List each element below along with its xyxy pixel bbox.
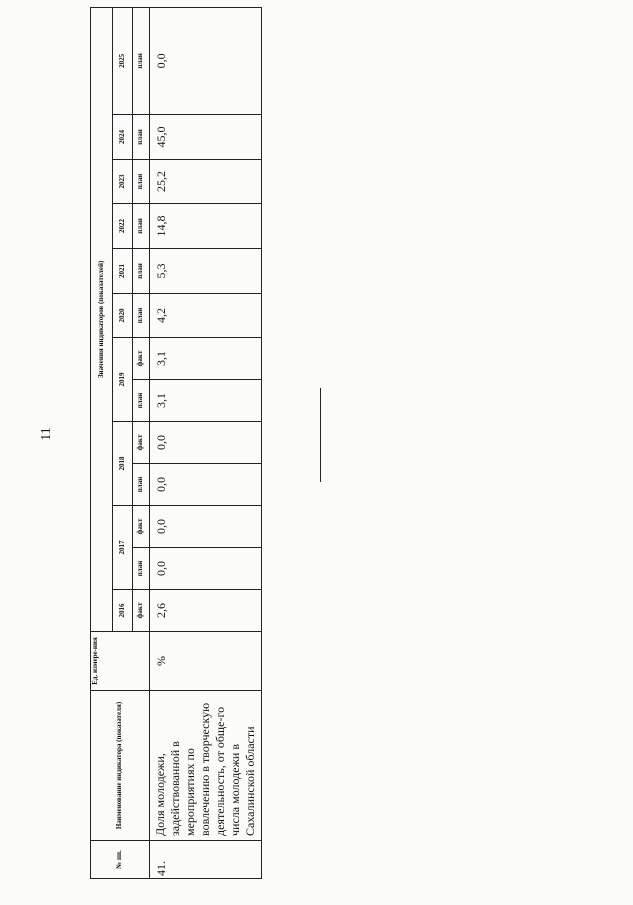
header-year-2018: 2018 xyxy=(113,422,133,506)
row-unit: % xyxy=(150,632,262,691)
rotated-table-container xyxy=(90,18,257,879)
cell-2023-plan: 25,2 xyxy=(150,160,262,204)
header-year-2024: 2024 xyxy=(113,115,133,160)
header-year-2017: 2017 xyxy=(113,506,133,590)
sub-2017-fact: факт xyxy=(133,506,150,548)
sub-2021-plan: план xyxy=(133,249,150,294)
table-inner xyxy=(90,18,257,879)
sub-2019-plan: план xyxy=(133,380,150,422)
sub-2025-plan: план xyxy=(133,7,150,114)
page-number: 11 xyxy=(39,427,54,441)
header-unit: Ед. измере-ния xyxy=(91,632,150,691)
cell-2019-plan: 3,1 xyxy=(150,380,262,422)
cell-2020-plan: 4,2 xyxy=(150,294,262,338)
table-row xyxy=(150,7,262,878)
sub-2018-fact: факт xyxy=(133,422,150,464)
sub-2022-plan: план xyxy=(133,204,150,249)
cell-2019-fact: 3,1 xyxy=(150,338,262,380)
sub-2016-fact: факт xyxy=(133,590,150,632)
header-year-2019: 2019 xyxy=(113,338,133,422)
cell-2024-plan: 45,0 xyxy=(150,115,262,160)
sub-2018-plan: план xyxy=(133,464,150,506)
cell-2025-plan: 0,0 xyxy=(150,7,262,114)
row-indicator-name: Доля молодежи, задействованной в мероприятиях по вовлечению в творческую деятельность, от обще-го числа молодежи в Сахалинской области xyxy=(150,691,262,841)
cell-2016-fact: 2,6 xyxy=(150,590,262,632)
header-num: № пп. xyxy=(91,841,150,879)
sub-2024-plan: план xyxy=(133,115,150,160)
header-year-2021: 2021 xyxy=(113,249,133,294)
cell-2021-plan: 5,3 xyxy=(150,249,262,294)
sub-2020-plan: план xyxy=(133,294,150,338)
header-values-group: Значения индикаторов (показателей) xyxy=(91,7,113,631)
header-year-2023: 2023 xyxy=(113,160,133,204)
header-year-2020: 2020 xyxy=(113,294,133,338)
cell-2018-plan: 0,0 xyxy=(150,464,262,506)
sub-2019-fact: факт xyxy=(133,338,150,380)
sub-2017-plan: план xyxy=(133,548,150,590)
row-num: 41. xyxy=(150,841,262,879)
header-year-2022: 2022 xyxy=(113,204,133,249)
sub-2023-plan: план xyxy=(133,160,150,204)
cell-2017-fact: 0,0 xyxy=(150,506,262,548)
header-year-2025: 2025 xyxy=(113,7,133,114)
divider-line xyxy=(320,388,321,482)
indicators-table xyxy=(90,7,262,879)
cell-2022-plan: 14,8 xyxy=(150,204,262,249)
cell-2018-fact: 0,0 xyxy=(150,422,262,464)
cell-2017-plan: 0,0 xyxy=(150,548,262,590)
header-year-2016: 2016 xyxy=(113,590,133,632)
header-name: Наименование индикатора (показателя) xyxy=(91,691,150,841)
